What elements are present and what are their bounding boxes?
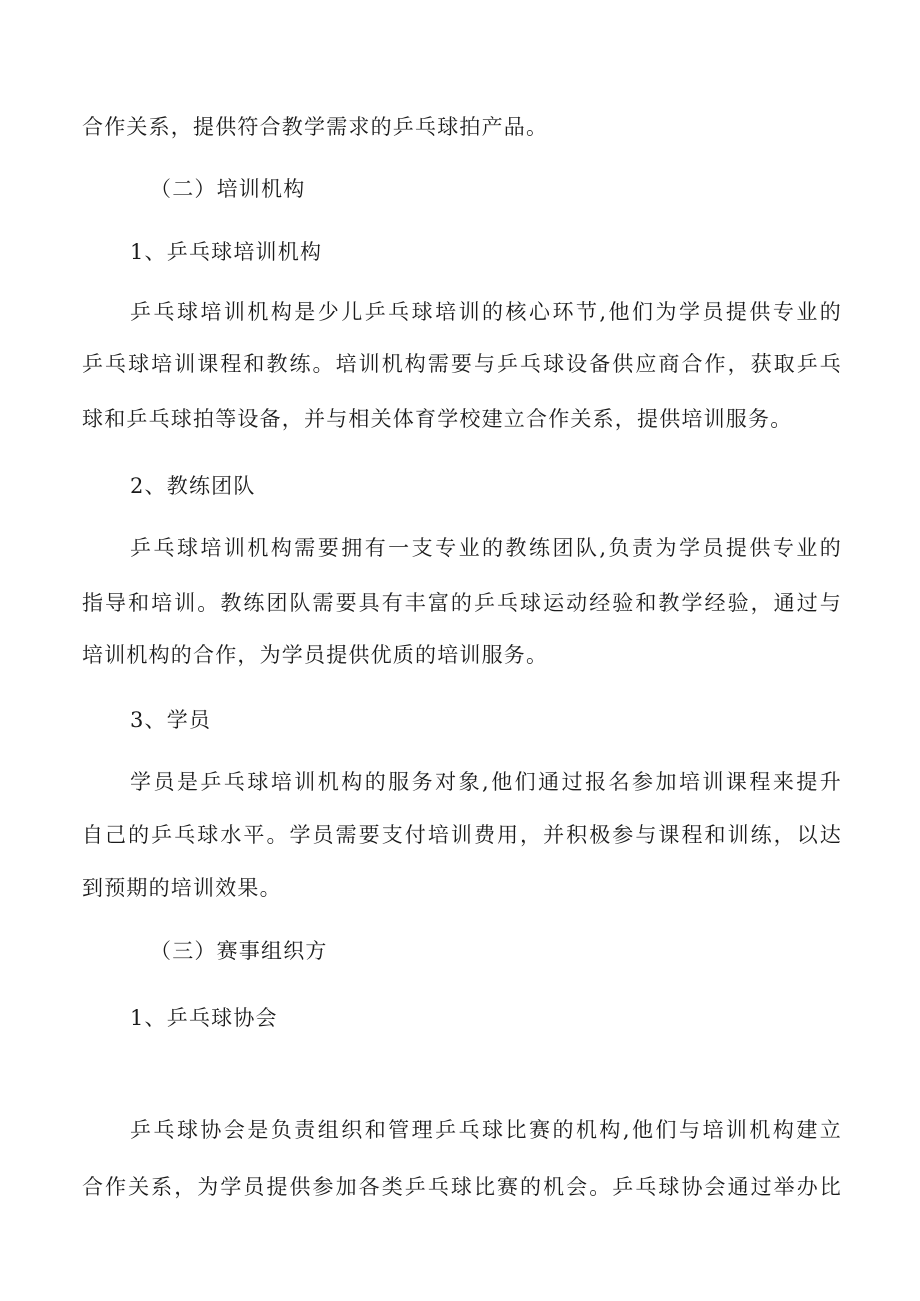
section-heading: （二）培训机构	[150, 177, 306, 201]
paragraph-line: 到预期的培训效果。	[82, 876, 282, 900]
subsection-heading: 1、乒乓球协会	[130, 1006, 278, 1030]
paragraph-line: 培训机构的合作，为学员提供优质的培训服务。	[82, 643, 549, 667]
paragraph-line: 合作关系，为学员提供参加各类乒乓球比赛的机会。乒乓球协会通过举办比	[82, 1175, 842, 1199]
paragraph-line: 指导和培训。教练团队需要具有丰富的乒乓球运动经验和教学经验，通过与	[82, 591, 842, 615]
paragraph-line: 乒乓球培训机构需要拥有一支专业的教练团队,负责为学员提供专业的	[130, 536, 842, 560]
paragraph-line: 自己的乒乓球水平。学员需要支付培训费用，并积极参与课程和训练，以达	[82, 823, 842, 847]
paragraph-line: 学员是乒乓球培训机构的服务对象,他们通过报名参加培训课程来提升	[130, 770, 842, 794]
subsection-heading: 2、教练团队	[130, 474, 256, 498]
paragraph-line: 合作关系，提供符合教学需求的乒乓球拍产品。	[82, 115, 549, 139]
paragraph-line: 乒乓球协会是负责组织和管理乒乓球比赛的机构,他们与培训机构建立	[130, 1118, 842, 1142]
subsection-heading: 1、乒乓球培训机构	[130, 240, 323, 264]
paragraph-line: 球和乒乓球拍等设备，并与相关体育学校建立合作关系，提供培训服务。	[82, 407, 793, 431]
paragraph-line: 乒乓球培训机构是少儿乒乓球培训的核心环节,他们为学员提供专业的	[130, 300, 842, 324]
paragraph-line: 乒乓球培训课程和教练。培训机构需要与乒乓球设备供应商合作，获取乒乓	[82, 352, 842, 376]
section-heading: （三）赛事组织方	[150, 939, 328, 963]
subsection-heading: 3、学员	[130, 708, 212, 732]
